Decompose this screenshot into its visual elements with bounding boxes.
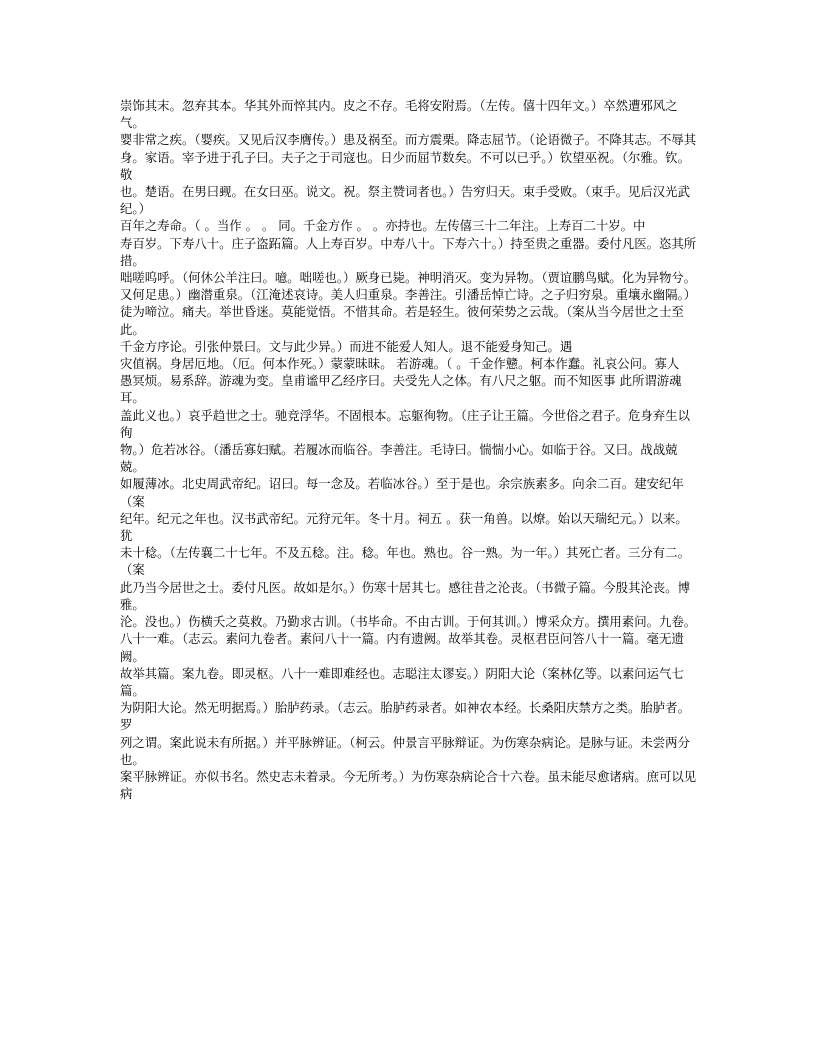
text-paragraph: 又何足患。）幽潜重泉。（江淹述哀诗。美人归重泉。李善注。引潘岳悼亡诗。之子归穷泉。重壤永幽隔。） [120,287,697,303]
text-paragraph: 崇饰其末。忽弃其本。华其外而悴其内。皮之不存。毛将安附焉。（左传。僖十四年文。）卒然遭邪风之气。 [120,98,678,131]
text-paragraph: 灾值祸。身居厄地。（厄。何本作死。）蒙蒙昧昧。 若游魂。（ 。千金作戆。柯本作蠢。礼哀公问。寡人 [120,356,680,372]
text-paragraph: 寿百岁。下寿八十。庄子盗跖篇。人上寿百岁。中寿八十。下寿六十。）持至贵之重器。委付凡医。恣其所措。 [120,235,697,268]
text-paragraph: 未十稔。（左传襄二十七年。不及五稔。注。稔。年也。熟也。谷一熟。为一年。）其死亡者。三分有二。（案 [120,545,690,578]
document-page [120,97,698,802]
text-paragraph: 百年之寿命。（ 。当作 。 。 同。千金方作 。 。亦持也。左传僖三十二年注。上寿百二十岁。中 [120,218,646,234]
text-paragraph: 案平脉辨证。亦似书名。然史志未着录。今无所考。）为伤寒杂病论合十六卷。虽未能尽愈诸病。庶可以见病 [120,768,697,802]
text-paragraph: 物。）危若冰谷。（潘岳寡妇赋。若履冰而临谷。李善注。毛诗曰。惴惴小心。如临于谷。又曰。战战兢兢。 [120,442,678,475]
text-paragraph: 盖此义也。）哀乎趋世之士。驰竞浮华。不固根本。忘躯徇物。（庄子让王篇。今世俗之君子。危身弃生以徇 [120,407,690,440]
text-paragraph: 徒为啼泣。痛夫。举世昏迷。莫能觉悟。不惜其命。若是轻生。彼何荣势之云哉。（案从当今居世之士至此。 [120,304,684,337]
text-paragraph: 沦。没也。）伤横夭之莫救。乃勤求古训。（书毕命。不由古训。于何其训。）博采众方。撰用素问。九卷。 [120,614,697,630]
text-paragraph: 婴非常之疾。（婴疾。又见后汉李膺传。）患及祸至。而方震栗。降志屈节。（论语微子。不降其志。不辱其 [120,132,697,148]
text-paragraph: 列之谓。案此说未有所据。）并平脉辨证。（柯云。仲景言平脉辩证。为伤寒杂病论。是脉与证。未尝两分也。 [120,734,690,767]
text-paragraph: 千金方序论。引张仲景曰。文与此少异。）而进不能爱人知人。退不能爱身知己。遇 [120,338,573,354]
text-paragraph: 纪年。纪元之年也。汉书武帝纪。元狩元年。冬十月。祠五 。获一角兽。以燎。始以天瑞纪元。）以来。犹 [120,510,688,544]
text-paragraph: 咄嗟呜呼。（何休公羊注曰。噫。咄嗟也。）厥身已毙。神明消灭。变为异物。（贾谊鹏鸟赋。化为异物兮。 [120,270,697,286]
text-paragraph: 愚冥烦。易系辞。游魂为变。皇甫谧甲乙经序曰。夫受先人之体。有八尺之躯。而不知医事 此所谓游魂耳。 [120,373,682,406]
text-paragraph: 身。家语。宰予进于孔子曰。夫子之于司寇也。日少而屈节数矣。不可以已乎。）钦望巫祝。（尔雅。钦。敬 [120,149,690,182]
text-paragraph: 此乃当今居世之士。委付凡医。故如是尔。）伤寒十居其七。感往昔之沦丧。（书微子篇。今殷其沦丧。博雅。 [120,579,690,612]
text-paragraph: 故举其篇。案九卷。即灵枢。八十一难即难经也。志聪注太谬妄。）阴阳大论（案林亿等。以素问运气七篇。 [120,665,684,698]
text-paragraph: 八十一难。（志云。素问九卷者。素问八十一篇。内有遗阙。故举其卷。灵枢君臣问答八十一篇。毫无遗阙。 [120,631,684,664]
text-paragraph: 也。楚语。在男曰觋。在女曰巫。说文。祝。祭主赞词者也。）告穷归天。束手受败。（束手。见后汉光武纪。） [120,184,690,217]
text-paragraph: 如履薄冰。北史周武帝纪。诏曰。每一念及。若临冰谷。）至于是也。余宗族素多。向余二百。建安纪年（案 [120,476,684,509]
text-paragraph: 为阴阳大论。然无明据焉。）胎胪药录。（志云。胎胪药录者。如神农本经。长桑阳庆禁方之类。胎胪者。罗 [120,700,690,733]
